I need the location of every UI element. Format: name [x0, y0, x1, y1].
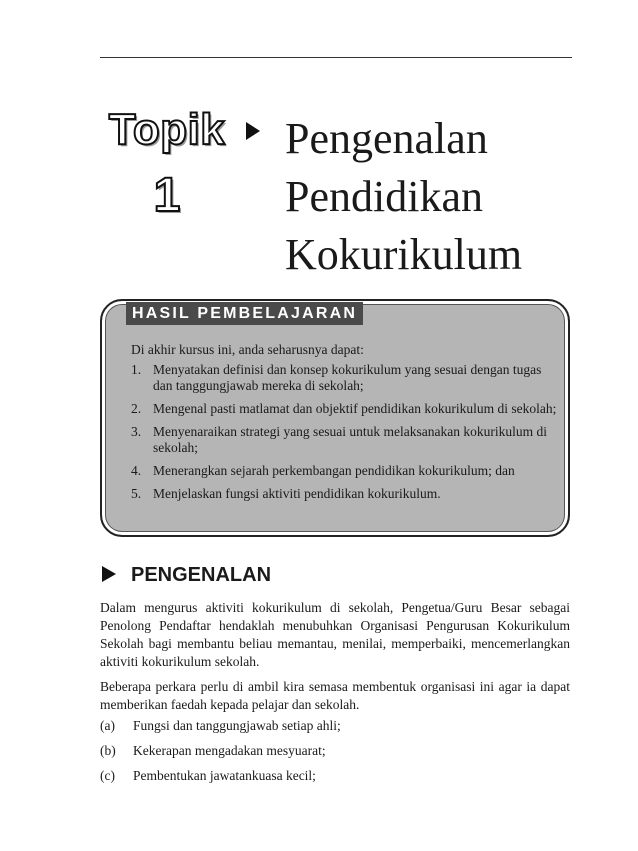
item-number: 5.: [131, 486, 142, 501]
list-item: [131, 362, 561, 394]
top-rule: [100, 57, 572, 58]
title-arrow-icon: [246, 122, 260, 140]
list-item: [100, 767, 570, 792]
paragraph: Beberapa perkara perlu di ambil kira semasa membentuk organisasi ini agar ia dapat memberikan faedah kepada pelajar dan sekolah.: [100, 679, 570, 712]
item-marker: (a): [100, 718, 115, 733]
learning-outcomes-heading: HASIL PEMBELAJARAN: [126, 302, 363, 325]
learning-outcomes-list: [131, 362, 561, 509]
title-line: Kokurikulum: [285, 230, 523, 279]
item-marker: (b): [100, 743, 116, 758]
item-text: Menerangkan sejarah perkembangan pendidikan kokurikulum; dan: [153, 463, 515, 478]
considerations-list: [100, 717, 570, 792]
item-text: Mengenal pasti matlamat dan objektif pendidikan kokurikulum di sekolah;: [153, 401, 557, 416]
list-item: [100, 717, 570, 742]
item-number: 2.: [131, 401, 142, 416]
item-text: Menjelaskan fungsi aktiviti pendidikan kokurikulum.: [153, 486, 441, 501]
item-number: 1.: [131, 362, 142, 377]
learning-outcomes-intro: Di akhir kursus ini, anda seharusnya dapat:: [131, 342, 364, 357]
title-line: Pendidikan: [285, 172, 483, 221]
topic-number: 1: [153, 169, 181, 222]
list-item: [131, 401, 561, 417]
list-item: [100, 742, 570, 767]
paragraph: Dalam mengurus aktiviti kokurikulum di sekolah, Pengetua/Guru Besar sebagai Penolong Pendaftar hendaklah menubuhkan Organisasi Pengurusan Kokurikulum Sekolah bagi membantu beliau memantau, menilai, memperbaiki, mencemerlangkan aktiviti kokurikulum sekolah.: [100, 600, 570, 669]
list-item: [131, 463, 561, 479]
item-number: 4.: [131, 463, 142, 478]
list-item: [131, 486, 561, 502]
topic-label: Topik: [108, 105, 226, 154]
item-text: Menyatakan definisi dan konsep kokurikulum yang sesuai dengan tugas dan tanggungjawab mereka di sekolah;: [153, 362, 542, 393]
topic-badge: [97, 105, 237, 222]
item-text: Fungsi dan tanggungjawab setiap ahli;: [133, 718, 341, 733]
section-arrow-icon: [102, 566, 116, 582]
list-item: [131, 424, 561, 456]
chapter-title: [285, 110, 522, 284]
item-number: 3.: [131, 424, 142, 439]
item-text: Kekerapan mengadakan mesyuarat;: [133, 743, 326, 758]
item-marker: (c): [100, 768, 115, 783]
title-line: Pengenalan: [285, 114, 488, 163]
section-heading: PENGENALAN: [131, 564, 272, 586]
item-text: Menyenaraikan strategi yang sesuai untuk melaksanakan kokurikulum di sekolah;: [153, 424, 548, 455]
item-text: Pembentukan jawatankuasa kecil;: [133, 768, 316, 783]
